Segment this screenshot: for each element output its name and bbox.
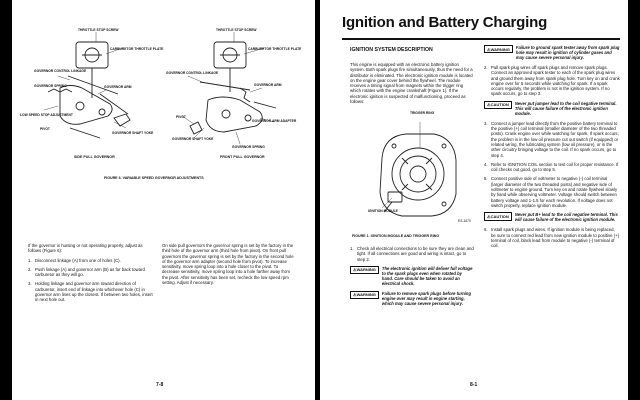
label-governor-arm-adapter: GOVERNOR ARM ADAPTER (252, 119, 297, 123)
label-governor-shaft-yoke-right: GOVERNOR SHAFT YOKE (172, 137, 214, 141)
warning-label: ⚠WARNING (484, 45, 513, 53)
warning-remove-plugs: ⚠WARNING Failure to remove spark plugs before turning engine over may result in engine starting, which may cause severe personal injury. (350, 291, 474, 306)
ignition-step-6: 6. Install spark plugs and wires. If ignition module is being replaced, be sure to connect red lead from new ignition module to positive (+) terminal of coil, black lead from module to negative (-) terminal of coil. (484, 227, 620, 249)
left-column-2 (162, 243, 296, 289)
label-pivot-left: PIVOT (40, 127, 50, 131)
ignition-description: This engine is equipped with an electronic battery ignition system. Both spark plugs fire simultaneously, thus the need for a distributor is eliminated. The electronic ignition module is located on the engine gear cover behind the flywheel. The module receives a timing signal from magnets within the trigger ring which rotates with the engine crankshaft (Figure 1). If the electronic ignition is suspected of malfunctioning, proceed as follows: (350, 62, 473, 105)
governor-step-3: 3. Holding linkage and governor arm toward direction of carburetor, insert end of linkage into whichever hole (C) in governor arm lines up the closest. If between two holes, insert in next hole out. (28, 281, 153, 303)
governor-step-1: 1. Disconnect linkage (A) from one of holes (C). (28, 257, 121, 263)
title-rule (342, 38, 620, 40)
right-page-number: 8-1 (470, 382, 478, 388)
warning-label: ⚠WARNING (350, 266, 379, 274)
left-page (12, 0, 315, 400)
right-column-1-lower (350, 246, 474, 311)
ignition-step-1: 1. Check all electrical connections to be sure they are clean and tight. If all connections are good and wiring is intact, go to step 2. (350, 246, 474, 262)
label-low-speed-stop-adjustment: LOW SPEED STOP ADJUSTMENT (20, 113, 73, 117)
figure-6-caption: FIGURE 6. VARIABLE SPEED GOVERNOR ADJUSTMENTS (104, 176, 204, 180)
warning-label: ⚠WARNING (350, 291, 379, 299)
label-governor-arm-left: GOVERNOR ARM (104, 85, 132, 89)
left-page-number: 7-8 (156, 382, 164, 388)
left-column-1 (28, 243, 156, 307)
label-ignition-module: IGNITION MODULE (368, 209, 398, 213)
label-governor-control-linkage-right: GOVERNOR CONTROL LINKAGE (166, 71, 219, 75)
caution-label: ⚠CAUTION (484, 101, 512, 109)
label-carburetor-throttle-plate-right: CARBURETOR THROTTLE PLATE (248, 47, 302, 51)
governor-step-2: 2. Push linkage (A) and governor arm (B) as far back toward carburetor as they will go. (28, 266, 145, 278)
caution-b-plus-lead: ⚠CAUTION Never put B+ lead to the coil negative terminal. This will cause failure of the electronic ignition module. (484, 212, 620, 222)
right-column-2 (484, 45, 620, 252)
label-throttle-stop-screw-right: THROTTLE STOP SCREW (216, 28, 257, 32)
section-heading: IGNITION SYSTEM DESCRIPTION (350, 47, 433, 53)
caution-label: ⚠CAUTION (484, 212, 512, 220)
right-column-1 (350, 62, 474, 108)
caution-jumper-lead: ⚠CAUTION Never put jumper lead to the coil negative terminal. This will cause failure of the electronic ignition module. (484, 101, 620, 116)
ignition-step-5: 5. Connect positive side of voltmeter to negative (-) coil terminal (larger diameter of the two threaded posts) and negative side of voltmeter to engine ground. Turn key on and rotate flywheel slowly by hand while observing voltmeter. Voltage should switch between battery voltage and 1-1.5 for each revolution. If voltage does not switch properly, replace ignition module. (484, 176, 618, 208)
label-pivot-right: PIVOT (176, 115, 186, 119)
figure-code: ES-1670 (458, 219, 471, 223)
ignition-step-2: 2. Pull spark plug wires off spark plugs and remove spark plugs. Connect an approved spark tester to each of the spark plug wires and ground them away from spark plug hole. Turn key on and crank engine over for 5 seconds while watching for spark. If a spark occurs regularly, the problem is not in the ignition system. If no spark occurs, go to step 3. (484, 65, 620, 97)
governor-intro: If the governor is hunting or not operating properly, adjust as follows (Figure 6): (28, 243, 143, 254)
right-page (320, 0, 628, 400)
warning-electrical-shock: ⚠WARNING The electronic ignition will deliver full voltage to the spark plugs even when rotated by hand. Care should be taken to avoid an electrical shock. (350, 266, 474, 286)
label-governor-arm-right: GOVERNOR ARM (254, 83, 282, 87)
page-title: Ignition and Battery Charging (342, 14, 548, 31)
front-pull-governor-diagram (170, 28, 300, 148)
label-throttle-stop-screw-left: THROTTLE STOP SCREW (78, 28, 119, 32)
label-governor-control-linkage-left: GOVERNOR CONTROL LINKAGE (34, 69, 87, 73)
label-trigger-ring: TRIGGER RING (410, 111, 435, 115)
warning-ground-tester: ⚠WARNING Failure to ground spark tester away from spark plug hole may result in ignition of cylinder gases and may cause severe personal injury. (484, 45, 620, 60)
governor-sensitivity-text: On side pull governors the governor spring is set by the factory in the third hole of the governor arm (third hole from pivot). On front pull governors the governor spring is set by the factory in the second hole of the governor arm adapter (second hole from pivot). To increase sensitivity, move spring loop into a hole closer to the pivot. To decrease sensitivity, move spring loop into a hole farther away from the pivot. After sensitivity has been set, recheck the low speed rpm setting. Adjust if necessary. (162, 243, 294, 286)
label-governor-spring-right: GOVERNOR SPRING (232, 145, 265, 149)
label-governor-spring-left: GOVERNOR SPRING (34, 84, 67, 88)
ignition-step-4: 4. Refer to IGNITION COIL section to test coil for proper resistance. If coil checks out good, go to step 5. (484, 161, 619, 173)
front-pull-caption: FRONT PULL GOVERNOR (220, 155, 265, 159)
side-pull-caption: SIDE PULL GOVERNOR (74, 155, 115, 159)
label-governor-shaft-yoke-left: GOVERNOR SHAFT YOKE (112, 131, 154, 135)
label-carburetor-throttle-plate-left: CARBURETOR THROTTLE PLATE (110, 47, 164, 51)
ignition-step-3: 3. Connect a jumper lead directly from the positive battery terminal to the positive (+) coil terminal (smaller diameter of the two threaded posts). Crank engine over while watching for spark. If spark occurs, the problem is in the low oil pressure cut out switch (if equipped) or related wiring, the lubricating system (low oil pressure), or in the other circuitry bringing voltage to the coil. If no spark occurs, go to step 4. (484, 120, 619, 158)
figure-1-caption: FIGURE 1. IGNITION MODULE AND TRIGGER RING (352, 234, 440, 238)
